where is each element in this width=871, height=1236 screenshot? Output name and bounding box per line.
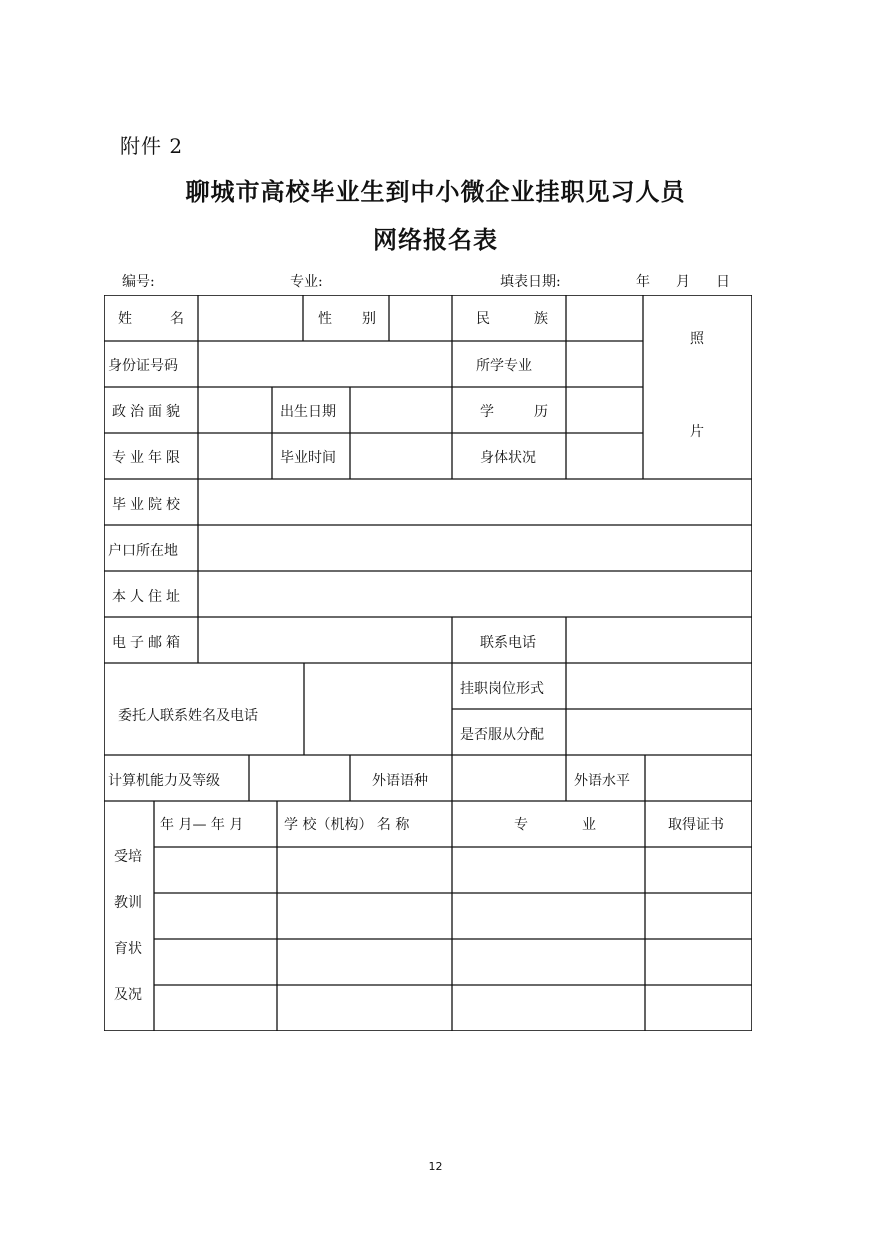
training-label-line3: 育状 [114, 941, 142, 957]
fill-date-month: 月 [676, 274, 690, 290]
position-form-label: 挂职岗位形式 [460, 681, 544, 697]
registration-form-table [104, 295, 752, 1031]
attachment-label: 附件 2 [120, 134, 184, 158]
birth-date-label: 出生日期 [280, 404, 336, 420]
contact-label: 委托人联系姓名及电话 [118, 708, 258, 724]
computer-skill-label: 计算机能力及等级 [108, 773, 220, 789]
name-label-a: 姓 [118, 311, 132, 327]
study-major-label: 所学专业 [476, 358, 532, 374]
health-label: 身体状况 [480, 450, 536, 466]
accept-assignment-label: 是否服从分配 [460, 727, 544, 743]
photo-label-a: 照 [690, 331, 704, 347]
fill-date-label: 填表日期: [500, 274, 561, 290]
fill-date-day: 日 [716, 274, 730, 290]
language-label: 外语语种 [372, 773, 428, 789]
major-header-label: 专业: [290, 274, 323, 290]
address-label: 本人住址 [112, 589, 184, 605]
education-label-b: 历 [534, 404, 548, 420]
gender-label-b: 别 [362, 311, 376, 327]
study-years-label: 专业年限 [112, 450, 184, 466]
page-number: 12 [428, 1160, 443, 1173]
period-header: 年 月— 年 月 [160, 817, 244, 833]
gender-label-a: 性 [318, 311, 332, 327]
phone-label: 联系电话 [480, 635, 536, 651]
graduation-time-label: 毕业时间 [280, 450, 336, 466]
training-label-line1: 受培 [114, 849, 142, 865]
training-major-header-a: 专 [514, 817, 528, 833]
training-label-line4: 及况 [114, 987, 142, 1003]
table-grid [104, 295, 752, 1031]
photo-label-b: 片 [690, 424, 704, 440]
education-label-a: 学 [480, 404, 494, 420]
certificate-header: 取得证书 [668, 817, 724, 833]
name-label-b: 名 [170, 311, 184, 327]
fill-date-year: 年 [636, 274, 650, 290]
institution-header: 学 校（机构） 名 称 [284, 817, 410, 833]
training-label-line2: 教训 [114, 895, 142, 911]
political-status-label: 政治面貌 [112, 404, 184, 420]
email-label: 电子邮箱 [112, 635, 184, 651]
ethnicity-label-b: 族 [534, 311, 548, 327]
serial-number-label: 编号: [122, 274, 155, 290]
training-major-header-b: 业 [582, 817, 596, 833]
form-title: 聊城市高校毕业生到中小微企业挂职见习人员 [185, 177, 686, 206]
form-subtitle: 网络报名表 [373, 225, 498, 254]
id-number-label: 身份证号码 [108, 358, 178, 374]
school-label: 毕业院校 [112, 497, 184, 513]
hukou-label: 户口所在地 [108, 543, 178, 559]
ethnicity-label-a: 民 [476, 311, 490, 327]
language-level-label: 外语水平 [574, 773, 630, 789]
